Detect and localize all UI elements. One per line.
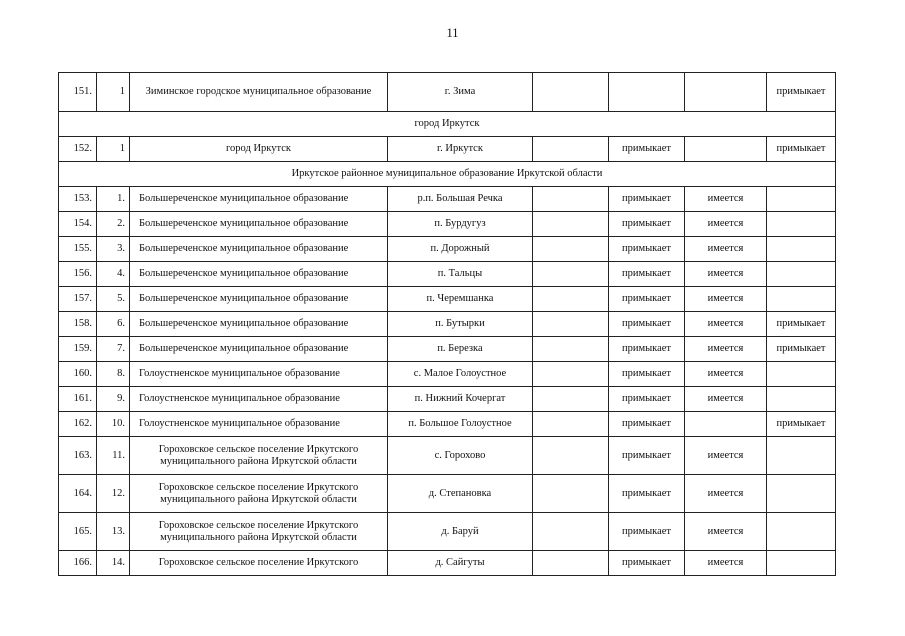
municipality-cell: Большереченское муниципальное образование: [130, 287, 388, 312]
column-4-cell: [533, 137, 609, 162]
municipality-cell: Большереченское муниципальное образование: [130, 187, 388, 212]
municipality-cell: Гороховское сельское поселение Иркутского муниципального района Иркутской области: [130, 437, 388, 475]
municipality-cell: Большереченское муниципальное образование: [130, 337, 388, 362]
sub-number-cell: 1: [97, 137, 130, 162]
sub-number-cell: 8.: [97, 362, 130, 387]
municipality-cell: Большереченское муниципальное образование: [130, 237, 388, 262]
column-6-cell: имеется: [685, 475, 767, 513]
column-5-cell: примыкает: [609, 437, 685, 475]
row-number-cell: 164.: [59, 475, 97, 513]
column-5-cell: примыкает: [609, 237, 685, 262]
column-7-cell: [767, 287, 836, 312]
sub-number-cell: 4.: [97, 262, 130, 287]
column-7-cell: [767, 237, 836, 262]
table-row: [59, 137, 836, 162]
column-4-cell: [533, 551, 609, 576]
column-7-cell: [767, 551, 836, 576]
sub-number-cell: 11.: [97, 437, 130, 475]
column-4-cell: [533, 337, 609, 362]
column-4-cell: [533, 237, 609, 262]
column-4-cell: [533, 287, 609, 312]
municipality-cell: Большереченское муниципальное образование: [130, 262, 388, 287]
column-7-cell: [767, 212, 836, 237]
municipality-cell: Большереченское муниципальное образование: [130, 312, 388, 337]
column-7-cell: [767, 475, 836, 513]
column-6-cell: имеется: [685, 237, 767, 262]
settlement-cell: п. Бурдугуз: [388, 212, 533, 237]
row-number-cell: 156.: [59, 262, 97, 287]
column-4-cell: [533, 262, 609, 287]
sub-number-cell: 2.: [97, 212, 130, 237]
column-6-cell: имеется: [685, 387, 767, 412]
column-4-cell: [533, 312, 609, 337]
table-row: [59, 287, 836, 312]
row-number-cell: 157.: [59, 287, 97, 312]
column-5-cell: примыкает: [609, 475, 685, 513]
municipality-cell: Гороховское сельское поселение Иркутского: [130, 551, 388, 576]
settlement-cell: п. Дорожный: [388, 237, 533, 262]
table-row: [59, 73, 836, 112]
settlement-cell: д. Степановка: [388, 475, 533, 513]
row-number-cell: 153.: [59, 187, 97, 212]
column-7-cell: примыкает: [767, 337, 836, 362]
table-row: [59, 187, 836, 212]
table-row: [59, 262, 836, 287]
column-5-cell: примыкает: [609, 513, 685, 551]
column-5-cell: примыкает: [609, 362, 685, 387]
settlement-cell: п. Бутырки: [388, 312, 533, 337]
column-6-cell: имеется: [685, 437, 767, 475]
settlement-cell: г. Иркутск: [388, 137, 533, 162]
column-5-cell: примыкает: [609, 287, 685, 312]
municipality-cell: город Иркутск: [130, 137, 388, 162]
column-7-cell: [767, 262, 836, 287]
column-6-cell: [685, 73, 767, 112]
row-number-cell: 161.: [59, 387, 97, 412]
column-4-cell: [533, 387, 609, 412]
municipality-cell: Голоустненское муниципальное образование: [130, 362, 388, 387]
sub-number-cell: 10.: [97, 412, 130, 437]
sub-number-cell: 13.: [97, 513, 130, 551]
column-5-cell: примыкает: [609, 551, 685, 576]
column-6-cell: имеется: [685, 513, 767, 551]
column-5-cell: примыкает: [609, 212, 685, 237]
settlement-cell: п. Березка: [388, 337, 533, 362]
settlement-cell: г. Зима: [388, 73, 533, 112]
table-row: [59, 412, 836, 437]
row-number-cell: 152.: [59, 137, 97, 162]
column-5-cell: примыкает: [609, 387, 685, 412]
sub-number-cell: 1.: [97, 187, 130, 212]
column-6-cell: [685, 137, 767, 162]
section-row: [59, 162, 836, 187]
column-5-cell: примыкает: [609, 337, 685, 362]
section-title: город Иркутск: [59, 112, 836, 137]
column-6-cell: [685, 412, 767, 437]
row-number-cell: 151.: [59, 73, 97, 112]
column-7-cell: примыкает: [767, 412, 836, 437]
table-body: [59, 73, 836, 576]
settlements-table: [58, 72, 836, 576]
sub-number-cell: 1: [97, 73, 130, 112]
settlement-cell: п. Большое Голоустное: [388, 412, 533, 437]
column-5-cell: примыкает: [609, 187, 685, 212]
settlement-cell: д. Баруй: [388, 513, 533, 551]
municipality-cell: Зиминское городское муниципальное образование: [130, 73, 388, 112]
settlement-cell: р.п. Большая Речка: [388, 187, 533, 212]
sub-number-cell: 14.: [97, 551, 130, 576]
row-number-cell: 162.: [59, 412, 97, 437]
column-4-cell: [533, 362, 609, 387]
column-7-cell: примыкает: [767, 137, 836, 162]
row-number-cell: 155.: [59, 237, 97, 262]
row-number-cell: 165.: [59, 513, 97, 551]
column-4-cell: [533, 475, 609, 513]
sub-number-cell: 7.: [97, 337, 130, 362]
section-row: [59, 112, 836, 137]
column-4-cell: [533, 412, 609, 437]
table-row: [59, 475, 836, 513]
municipality-cell: Гороховское сельское поселение Иркутского муниципального района Иркутской области: [130, 475, 388, 513]
column-6-cell: имеется: [685, 212, 767, 237]
table-row: [59, 387, 836, 412]
column-5-cell: примыкает: [609, 412, 685, 437]
settlement-cell: п. Нижний Кочергат: [388, 387, 533, 412]
column-6-cell: имеется: [685, 362, 767, 387]
column-7-cell: [767, 513, 836, 551]
municipality-cell: Голоустненское муниципальное образование: [130, 412, 388, 437]
row-number-cell: 163.: [59, 437, 97, 475]
table-row: [59, 513, 836, 551]
column-4-cell: [533, 212, 609, 237]
row-number-cell: 160.: [59, 362, 97, 387]
column-7-cell: [767, 437, 836, 475]
column-7-cell: [767, 387, 836, 412]
municipality-cell: Гороховское сельское поселение Иркутского муниципального района Иркутской области: [130, 513, 388, 551]
row-number-cell: 159.: [59, 337, 97, 362]
row-number-cell: 158.: [59, 312, 97, 337]
column-7-cell: примыкает: [767, 312, 836, 337]
table-row: [59, 312, 836, 337]
column-6-cell: имеется: [685, 312, 767, 337]
column-6-cell: имеется: [685, 551, 767, 576]
sub-number-cell: 5.: [97, 287, 130, 312]
municipality-cell: Голоустненское муниципальное образование: [130, 387, 388, 412]
column-7-cell: [767, 362, 836, 387]
settlement-cell: с. Малое Голоустное: [388, 362, 533, 387]
column-6-cell: имеется: [685, 187, 767, 212]
settlement-cell: д. Сайгуты: [388, 551, 533, 576]
settlement-cell: с. Горохово: [388, 437, 533, 475]
table-row: [59, 437, 836, 475]
row-number-cell: 154.: [59, 212, 97, 237]
settlement-cell: п. Тальцы: [388, 262, 533, 287]
column-4-cell: [533, 187, 609, 212]
column-5-cell: примыкает: [609, 137, 685, 162]
table-row: [59, 337, 836, 362]
sub-number-cell: 12.: [97, 475, 130, 513]
column-4-cell: [533, 513, 609, 551]
column-6-cell: имеется: [685, 337, 767, 362]
section-title: Иркутское районное муниципальное образование Иркутской области: [59, 162, 836, 187]
column-5-cell: [609, 73, 685, 112]
table-row: [59, 551, 836, 576]
column-4-cell: [533, 73, 609, 112]
column-7-cell: [767, 187, 836, 212]
column-7-cell: примыкает: [767, 73, 836, 112]
table-row: [59, 362, 836, 387]
row-number-cell: 166.: [59, 551, 97, 576]
column-4-cell: [533, 437, 609, 475]
sub-number-cell: 9.: [97, 387, 130, 412]
municipality-cell: Большереченское муниципальное образование: [130, 212, 388, 237]
table-row: [59, 212, 836, 237]
table-row: [59, 237, 836, 262]
column-5-cell: примыкает: [609, 262, 685, 287]
sub-number-cell: 6.: [97, 312, 130, 337]
sub-number-cell: 3.: [97, 237, 130, 262]
settlement-cell: п. Черемшанка: [388, 287, 533, 312]
column-6-cell: имеется: [685, 262, 767, 287]
column-5-cell: примыкает: [609, 312, 685, 337]
page-number: 11: [446, 26, 459, 40]
column-6-cell: имеется: [685, 287, 767, 312]
